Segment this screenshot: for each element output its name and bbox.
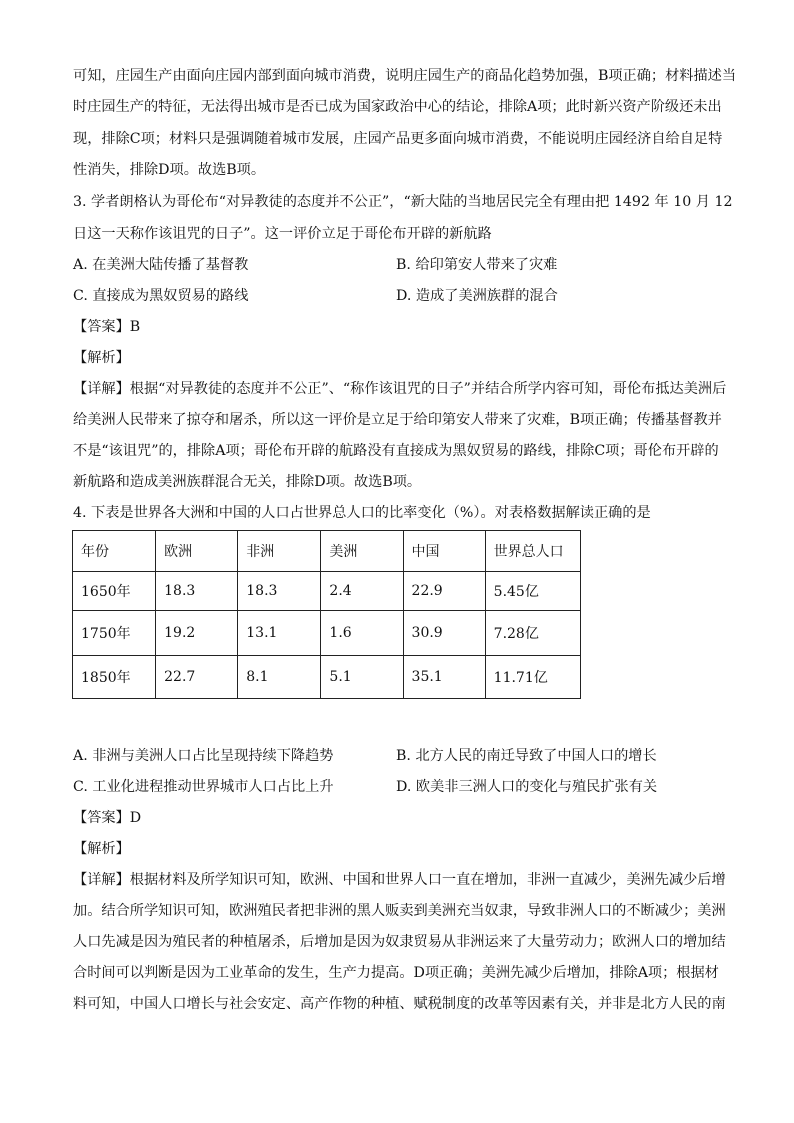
text-line: 时庄园生产的特征，无法得出城市是否已成为国家政治中心的结论，排除A项；此时新兴资产阶级还未出 (73, 99, 722, 115)
q4-option-a: A. 非洲与美洲人口占比呈现持续下降趋势 (73, 748, 334, 764)
table-cell: 5.45亿 (485, 572, 580, 611)
q3-option-a: A. 在美洲大陆传播了基督教 (73, 257, 249, 273)
table-cell: 18.3 (238, 572, 321, 611)
q3-detail: 不是“该诅咒”的，排除A项；哥伦布开辟的航路没有直接成为黑奴贸易的路线，排除C项；哥伦布开辟的 (73, 443, 719, 459)
text-line: 可知，庄园生产由面向庄园内部到面向城市消费，说明庄园生产的商品化趋势加强，B项正确；材料描述当 (73, 68, 737, 84)
q3-analysis-label: 【解析】 (73, 350, 130, 366)
q4-detail: 料可知，中国人口增长与社会安定、高产作物的种植、赋税制度的改革等因素有关，并非是北方人民的南 (73, 996, 726, 1012)
q4-analysis-label: 【解析】 (73, 841, 130, 857)
q3-detail: 给美洲人民带来了掠夺和屠杀，所以这一评价是立足于给印第安人带来了灾难，B项正确；传播基督教并 (73, 412, 722, 428)
q4-option-d: D. 欧美非三洲人口的变化与殖民扩张有关 (396, 779, 658, 795)
table-cell: 1850年 (73, 656, 156, 699)
q4-option-b: B. 北方人民的南迁导致了中国人口的增长 (396, 748, 657, 764)
table-cell: 11.71亿 (485, 656, 580, 699)
q4-detail: 人口先减是因为殖民者的种植屠杀，后增加是因为奴隶贸易从非洲运来了大量劳动力；欧洲人口的增加结 (73, 934, 726, 950)
q4-answer: 【答案】D (73, 810, 142, 826)
q3-option-d: D. 造成了美洲族群的混合 (396, 288, 558, 304)
q4-stem: 4. 下表是世界各大洲和中国的人口占世界总人口的比率变化（%）。对表格数据解读正确的是 (73, 505, 651, 521)
table-cell: 1.6 (321, 611, 403, 656)
q4-detail: 【详解】根据材料及所学知识可知，欧洲、中国和世界人口一直在增加，非洲一直减少，美洲先减少后增 (73, 872, 726, 888)
table-cell: 8.1 (238, 656, 321, 699)
q3-option-c: C. 直接成为黑奴贸易的路线 (73, 288, 249, 304)
table-header-cell: 世界总人口 (485, 531, 580, 572)
table-cell: 2.4 (321, 572, 403, 611)
q3-detail: 【详解】根据“对异教徒的态度并不公正”、“称作该诅咒的日子”并结合所学内容可知，哥伦布抵达美洲后 (73, 381, 727, 397)
table-cell: 35.1 (403, 656, 485, 699)
q4-detail: 加。结合所学知识可知，欧洲殖民者把非洲的黑人贩卖到美洲充当奴隶，导致非洲人口的不断减少；美洲 (73, 903, 726, 919)
table-cell: 18.3 (156, 572, 238, 611)
table-cell: 5.1 (321, 656, 403, 699)
table-row (73, 611, 581, 656)
table-header-cell: 中国 (403, 531, 485, 572)
q3-option-b: B. 给印第安人带来了灾难 (396, 257, 558, 273)
table-row (73, 572, 581, 611)
table-cell: 22.7 (156, 656, 238, 699)
q4-detail: 合时间可以判断是因为工业革命的发生，生产力提高。D项正确；美洲先减少后增加，排除A项；根据材 (73, 965, 719, 981)
table-header-row (73, 531, 581, 572)
table-header-cell: 欧洲 (156, 531, 238, 572)
q3-detail: 新航路和造成美洲族群混合无关，排除D项。故选B项。 (73, 474, 422, 490)
table-header-cell: 年份 (73, 531, 156, 572)
table-cell: 1750年 (73, 611, 156, 656)
q3-stem: 3. 学者朗格认为哥伦布“对异教徒的态度并不公正”，“新大陆的当地居民完全有理由把 1492 年 10 月 12 (73, 194, 733, 210)
table-row (73, 656, 581, 699)
table-cell: 19.2 (156, 611, 238, 656)
text-line: 性消失，排除D项。故选B项。 (73, 162, 266, 178)
table-cell: 22.9 (403, 572, 485, 611)
text-line: 现，排除C项；材料只是强调随着城市发展，庄园产品更多面向城市消费，不能说明庄园经济自给自足特 (73, 131, 723, 147)
table-cell: 7.28亿 (485, 611, 580, 656)
table-cell: 1650年 (73, 572, 156, 611)
table-cell: 30.9 (403, 611, 485, 656)
table-header-cell: 非洲 (238, 531, 321, 572)
population-table (72, 530, 581, 699)
q3-answer: 【答案】B (73, 319, 141, 335)
q4-option-c: C. 工业化进程推动世界城市人口占比上升 (73, 779, 334, 795)
table-cell: 13.1 (238, 611, 321, 656)
table-header-cell: 美洲 (321, 531, 403, 572)
q3-stem: 日这一天称作该诅咒的日子”。这一评价立足于哥伦布开辟的新航路 (73, 226, 492, 242)
